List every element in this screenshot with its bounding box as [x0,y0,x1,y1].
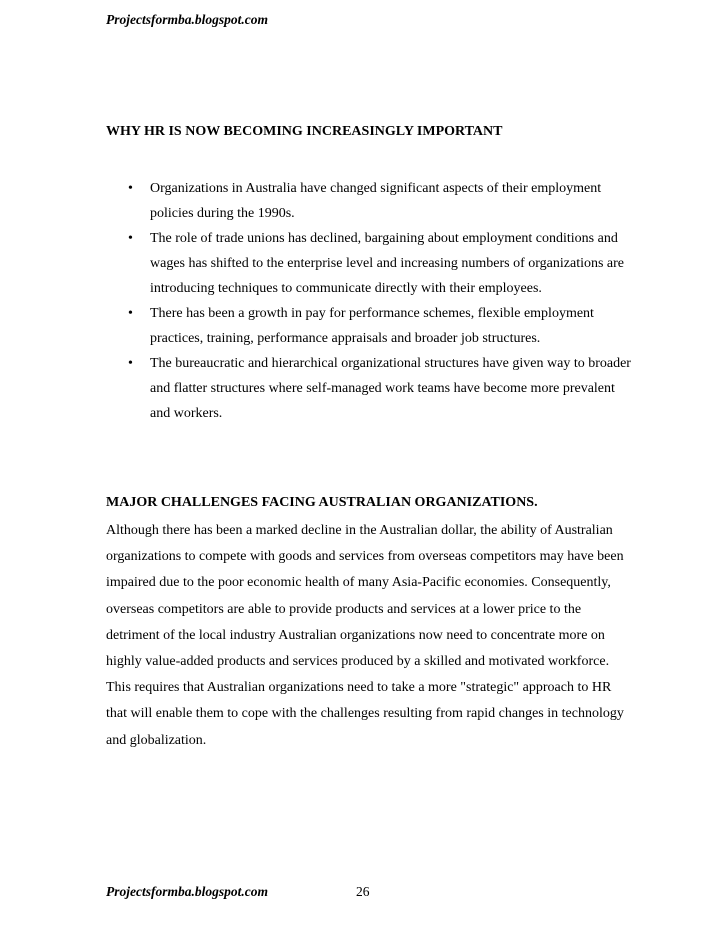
page-footer-site: Projectsformba.blogspot.com [106,884,268,899]
bullet-icon: • [128,356,133,371]
bullet-icon: • [128,181,133,196]
body-paragraph: Although there has been a marked decline in the Australian dollar, the ability of Australian organizations to compete with goods and services from overseas competitors may have been impaired due to the poor economic health of many Asia-Pacific economies. Consequently, overseas competitors are able to provide products and services at a lower price to the detriment of the local industry Australian organizations now need to concentrate more on highly value-added products and services produced by a skilled and motivated workforce. This requires that Australian organizations need to take a more "strategic" approach to HR that will enable them to cope with the challenges resulting from rapid changes in technology and globalization. [106,523,624,748]
list-item [106,176,636,226]
list-item [106,301,636,351]
list-item [106,351,636,426]
section-heading-challenges: MAJOR CHALLENGES FACING AUSTRALIAN ORGANIZATIONS. [106,495,538,510]
bullet-text: Organizations in Australia have changed significant aspects of their employment policies during the 1990s. [150,181,602,221]
bullet-list [106,176,636,426]
page-header: Projectsformba.blogspot.com [106,12,268,27]
list-item [106,226,636,301]
bullet-text: The bureaucratic and hierarchical organizational structures have given way to broader and flatter structures where self-managed work teams have become more prevalent and workers. [150,356,631,421]
bullet-text: The role of trade unions has declined, bargaining about employment conditions and wages has shifted to the enterprise level and increasing numbers of organizations are introducing techniques to communicate directly with their employees. [150,231,625,296]
bullet-text: There has been a growth in pay for performance schemes, flexible employment practices, training, performance appraisals and broader job structures. [150,306,594,346]
bullet-icon: • [128,231,133,246]
section-heading-hr-importance: WHY HR IS NOW BECOMING INCREASINGLY IMPORTANT [106,124,503,139]
bullet-icon: • [128,306,133,321]
page-number: 26 [356,884,370,899]
